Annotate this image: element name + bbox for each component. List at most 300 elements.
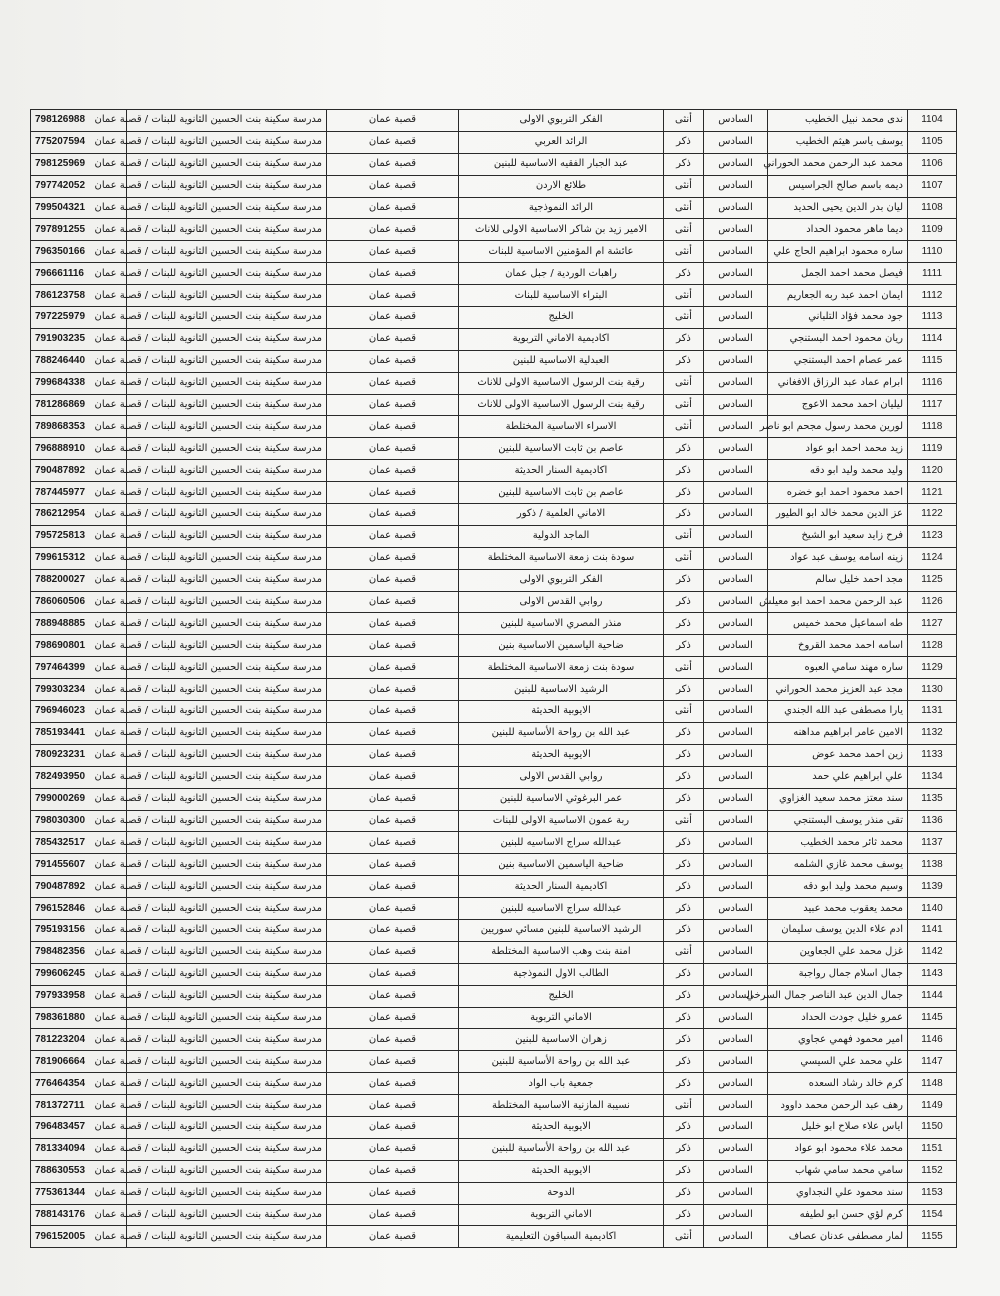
phone-number-cell: 780923231 (31, 744, 127, 766)
school-cell: عبد الجبار الفقيه الاساسية للبنين (459, 153, 664, 175)
directorate-cell: مدرسة سكينة بنت الحسين الثانوية للبنات / قصبة عمان (127, 110, 327, 132)
student-name-cell: ايمان احمد عبد ربه الجعاريم (768, 285, 908, 307)
grade-cell: السادس (704, 460, 768, 482)
directorate-cell: مدرسة سكينة بنت الحسين الثانوية للبنات / قصبة عمان (127, 394, 327, 416)
table-row (31, 591, 957, 613)
directorate-cell: مدرسة سكينة بنت الحسين الثانوية للبنات / قصبة عمان (127, 285, 327, 307)
directorate-cell: مدرسة سكينة بنت الحسين الثانوية للبنات / قصبة عمان (127, 131, 327, 153)
phone-number-cell: 785432517 (31, 832, 127, 854)
school-cell: اكاديمية الاماني التربوية (459, 328, 664, 350)
area-cell: قصبة عمان (327, 1007, 459, 1029)
table-row (31, 547, 957, 569)
table-row (31, 1095, 957, 1117)
row-number-cell: 1124 (908, 547, 957, 569)
directorate-cell: مدرسة سكينة بنت الحسين الثانوية للبنات / قصبة عمان (127, 1138, 327, 1160)
phone-number-cell: 798361880 (31, 1007, 127, 1029)
area-cell: قصبة عمان (327, 898, 459, 920)
table-row (31, 679, 957, 701)
school-cell: الخليج (459, 985, 664, 1007)
student-name-cell: جمال الدين عبد الناصر جمال السرخي (768, 985, 908, 1007)
student-name-cell: ساره مهند سامي العبوه (768, 657, 908, 679)
grade-cell: السادس (704, 1007, 768, 1029)
area-cell: قصبة عمان (327, 766, 459, 788)
grade-cell: السادس (704, 1226, 768, 1248)
grade-cell: السادس (704, 1029, 768, 1051)
student-name-cell: طه اسماعيل محمد خميس (768, 613, 908, 635)
phone-number-cell: 799615312 (31, 547, 127, 569)
phone-number-cell: 789868353 (31, 416, 127, 438)
table-row (31, 1029, 957, 1051)
school-cell: عبد الله بن رواحة الأساسية للبنين (459, 1051, 664, 1073)
school-cell: عبدالله سراج الاساسيه للبنين (459, 832, 664, 854)
school-cell: الايوبية الحديثة (459, 1116, 664, 1138)
school-cell: اكاديمية السباقون التعليمية (459, 1226, 664, 1248)
student-name-cell: زيد محمد احمد ابو عواد (768, 438, 908, 460)
row-number-cell: 1143 (908, 963, 957, 985)
table-row (31, 394, 957, 416)
school-cell: الاماني التربوية (459, 1204, 664, 1226)
student-name-cell: ديما ماهر محمود الحداد (768, 219, 908, 241)
grade-cell: السادس (704, 591, 768, 613)
student-name-cell: تقى منذر يوسف البستنجي (768, 810, 908, 832)
directorate-cell: مدرسة سكينة بنت الحسين الثانوية للبنات / قصبة عمان (127, 1226, 327, 1248)
grade-cell: السادس (704, 1160, 768, 1182)
phone-number-cell: 798126988 (31, 110, 127, 132)
gender-cell: ذكر (664, 744, 704, 766)
school-cell: ضاحية الياسمين الاساسية بنين (459, 854, 664, 876)
directorate-cell: مدرسة سكينة بنت الحسين الثانوية للبنات / قصبة عمان (127, 701, 327, 723)
grade-cell: السادس (704, 372, 768, 394)
grade-cell: السادس (704, 1204, 768, 1226)
row-number-cell: 1107 (908, 175, 957, 197)
row-number-cell: 1119 (908, 438, 957, 460)
area-cell: قصبة عمان (327, 591, 459, 613)
directorate-cell: مدرسة سكينة بنت الحسين الثانوية للبنات / قصبة عمان (127, 591, 327, 613)
directorate-cell: مدرسة سكينة بنت الحسين الثانوية للبنات / قصبة عمان (127, 504, 327, 526)
student-name-cell: فرح زايد سعيد ابو الشيخ (768, 525, 908, 547)
directorate-cell: مدرسة سكينة بنت الحسين الثانوية للبنات / قصبة عمان (127, 985, 327, 1007)
school-cell: منذر المصري الاساسية للبنين (459, 613, 664, 635)
area-cell: قصبة عمان (327, 1138, 459, 1160)
phone-number-cell: 791455607 (31, 854, 127, 876)
row-number-cell: 1135 (908, 788, 957, 810)
gender-cell: ذكر (664, 1116, 704, 1138)
student-name-cell: ساره محمود ابراهيم الحاج علي (768, 241, 908, 263)
school-cell: الرشيد الاساسية للبنين مسائي سوريين (459, 919, 664, 941)
directorate-cell: مدرسة سكينة بنت الحسين الثانوية للبنات / قصبة عمان (127, 460, 327, 482)
grade-cell: السادس (704, 657, 768, 679)
grade-cell: السادس (704, 285, 768, 307)
gender-cell: أنثى (664, 1226, 704, 1248)
gender-cell: أنثى (664, 701, 704, 723)
grade-cell: السادس (704, 110, 768, 132)
gender-cell: ذكر (664, 963, 704, 985)
student-name-cell: مجد احمد خليل سالم (768, 569, 908, 591)
table-row (31, 985, 957, 1007)
school-cell: الماجد الدولية (459, 525, 664, 547)
table-row (31, 504, 957, 526)
school-cell: جمعية باب الواد (459, 1073, 664, 1095)
row-number-cell: 1126 (908, 591, 957, 613)
gender-cell: ذكر (664, 263, 704, 285)
directorate-cell: مدرسة سكينة بنت الحسين الثانوية للبنات / قصبة عمان (127, 1182, 327, 1204)
student-name-cell: علي محمد علي السيسي (768, 1051, 908, 1073)
student-name-cell: جود محمد فؤاد التلباني (768, 307, 908, 329)
directorate-cell: مدرسة سكينة بنت الحسين الثانوية للبنات / قصبة عمان (127, 1160, 327, 1182)
phone-number-cell: 799000269 (31, 788, 127, 810)
directorate-cell: مدرسة سكينة بنت الحسين الثانوية للبنات / قصبة عمان (127, 307, 327, 329)
grade-cell: السادس (704, 525, 768, 547)
grade-cell: السادس (704, 263, 768, 285)
area-cell: قصبة عمان (327, 657, 459, 679)
grade-cell: السادس (704, 504, 768, 526)
row-number-cell: 1122 (908, 504, 957, 526)
directorate-cell: مدرسة سكينة بنت الحسين الثانوية للبنات / قصبة عمان (127, 810, 327, 832)
student-name-cell: زين احمد محمد عوض (768, 744, 908, 766)
area-cell: قصبة عمان (327, 635, 459, 657)
grade-cell: السادس (704, 1138, 768, 1160)
grade-cell: السادس (704, 985, 768, 1007)
area-cell: قصبة عمان (327, 547, 459, 569)
area-cell: قصبة عمان (327, 1160, 459, 1182)
table-row (31, 919, 957, 941)
grade-cell: السادس (704, 832, 768, 854)
gender-cell: أنثى (664, 372, 704, 394)
table-row (31, 1226, 957, 1248)
phone-number-cell: 795725813 (31, 525, 127, 547)
area-cell: قصبة عمان (327, 504, 459, 526)
grade-cell: السادس (704, 788, 768, 810)
area-cell: قصبة عمان (327, 876, 459, 898)
phone-number-cell: 781906664 (31, 1051, 127, 1073)
school-cell: الايوبية الحديثة (459, 701, 664, 723)
gender-cell: ذكر (664, 1182, 704, 1204)
row-number-cell: 1154 (908, 1204, 957, 1226)
area-cell: قصبة عمان (327, 569, 459, 591)
table-row (31, 898, 957, 920)
phone-number-cell: 796152846 (31, 898, 127, 920)
directorate-cell: مدرسة سكينة بنت الحسين الثانوية للبنات / قصبة عمان (127, 569, 327, 591)
area-cell: قصبة عمان (327, 350, 459, 372)
student-name-cell: وليد محمد وليد ابو دقه (768, 460, 908, 482)
school-cell: البتراء الاساسية للبنات (459, 285, 664, 307)
gender-cell: ذكر (664, 350, 704, 372)
gender-cell: ذكر (664, 1138, 704, 1160)
grade-cell: السادس (704, 722, 768, 744)
student-name-cell: احمد محمود احمد ابو خضره (768, 482, 908, 504)
row-number-cell: 1134 (908, 766, 957, 788)
table-row (31, 1007, 957, 1029)
area-cell: قصبة عمان (327, 613, 459, 635)
grade-cell: السادس (704, 394, 768, 416)
grade-cell: السادس (704, 613, 768, 635)
school-cell: الطالب الاول النموذجية (459, 963, 664, 985)
gender-cell: ذكر (664, 569, 704, 591)
area-cell: قصبة عمان (327, 919, 459, 941)
gender-cell: ذكر (664, 919, 704, 941)
grade-cell: السادس (704, 810, 768, 832)
area-cell: قصبة عمان (327, 394, 459, 416)
school-cell: روابي القدس الاولى (459, 766, 664, 788)
directorate-cell: مدرسة سكينة بنت الحسين الثانوية للبنات / قصبة عمان (127, 438, 327, 460)
gender-cell: أنثى (664, 241, 704, 263)
row-number-cell: 1144 (908, 985, 957, 1007)
directorate-cell: مدرسة سكينة بنت الحسين الثانوية للبنات / قصبة عمان (127, 350, 327, 372)
phone-number-cell: 796152005 (31, 1226, 127, 1248)
roster-body (31, 110, 957, 1248)
table-row (31, 788, 957, 810)
student-name-cell: غزل محمد علي الجعاوين (768, 941, 908, 963)
school-cell: الرائد العربي (459, 131, 664, 153)
table-row (31, 1116, 957, 1138)
student-name-cell: يوسف محمد غازي الشلمه (768, 854, 908, 876)
table-row (31, 613, 957, 635)
area-cell: قصبة عمان (327, 788, 459, 810)
phone-number-cell: 788630553 (31, 1160, 127, 1182)
gender-cell: أنثى (664, 525, 704, 547)
grade-cell: السادس (704, 416, 768, 438)
gender-cell: ذكر (664, 898, 704, 920)
directorate-cell: مدرسة سكينة بنت الحسين الثانوية للبنات / قصبة عمان (127, 722, 327, 744)
row-number-cell: 1111 (908, 263, 957, 285)
table-row (31, 744, 957, 766)
student-name-cell: محمد علاء محمود ابو عواد (768, 1138, 908, 1160)
student-name-cell: ليليان احمد محمد الاعوج (768, 394, 908, 416)
school-cell: العبدلية الاساسية للبنين (459, 350, 664, 372)
grade-cell: السادس (704, 919, 768, 941)
grade-cell: السادس (704, 241, 768, 263)
table-row (31, 460, 957, 482)
directorate-cell: مدرسة سكينة بنت الحسين الثانوية للبنات / قصبة عمان (127, 175, 327, 197)
school-cell: الدوحة (459, 1182, 664, 1204)
row-number-cell: 1153 (908, 1182, 957, 1204)
gender-cell: أنثى (664, 941, 704, 963)
directorate-cell: مدرسة سكينة بنت الحسين الثانوية للبنات / قصبة عمان (127, 328, 327, 350)
student-name-cell: ادم علاء الدين يوسف سليمان (768, 919, 908, 941)
grade-cell: السادس (704, 153, 768, 175)
grade-cell: السادس (704, 197, 768, 219)
directorate-cell: مدرسة سكينة بنت الحسين الثانوية للبنات / قصبة عمان (127, 898, 327, 920)
area-cell: قصبة عمان (327, 744, 459, 766)
directorate-cell: مدرسة سكينة بنت الحسين الثانوية للبنات / قصبة عمان (127, 1116, 327, 1138)
table-row (31, 1051, 957, 1073)
gender-cell: ذكر (664, 438, 704, 460)
grade-cell: السادس (704, 328, 768, 350)
school-cell: سودة بنت زمعة الاساسية المختلطة (459, 547, 664, 569)
gender-cell: ذكر (664, 153, 704, 175)
grade-cell: السادس (704, 701, 768, 723)
student-name-cell: سند معتز محمد سعيد الغزاوي (768, 788, 908, 810)
directorate-cell: مدرسة سكينة بنت الحسين الثانوية للبنات / قصبة عمان (127, 635, 327, 657)
row-number-cell: 1115 (908, 350, 957, 372)
row-number-cell: 1108 (908, 197, 957, 219)
directorate-cell: مدرسة سكينة بنت الحسين الثانوية للبنات / قصبة عمان (127, 482, 327, 504)
table-row (31, 307, 957, 329)
grade-cell: السادس (704, 569, 768, 591)
school-cell: ضاحية الياسمين الاساسية بنين (459, 635, 664, 657)
directorate-cell: مدرسة سكينة بنت الحسين الثانوية للبنات / قصبة عمان (127, 657, 327, 679)
row-number-cell: 1110 (908, 241, 957, 263)
area-cell: قصبة عمان (327, 372, 459, 394)
directorate-cell: مدرسة سكينة بنت الحسين الثانوية للبنات / قصبة عمان (127, 263, 327, 285)
row-number-cell: 1152 (908, 1160, 957, 1182)
area-cell: قصبة عمان (327, 1051, 459, 1073)
gender-cell: ذكر (664, 460, 704, 482)
phone-number-cell: 787445977 (31, 482, 127, 504)
gender-cell: أنثى (664, 110, 704, 132)
table-row (31, 766, 957, 788)
directorate-cell: مدرسة سكينة بنت الحسين الثانوية للبنات / قصبة عمان (127, 153, 327, 175)
student-name-cell: محمد يعقوب محمد عبيد (768, 898, 908, 920)
row-number-cell: 1117 (908, 394, 957, 416)
student-name-cell: علي ابراهيم علي حمد (768, 766, 908, 788)
gender-cell: أنثى (664, 219, 704, 241)
gender-cell: ذكر (664, 766, 704, 788)
phone-number-cell: 797225979 (31, 307, 127, 329)
school-cell: عبد الله بن رواحة الأساسية للبنين (459, 1138, 664, 1160)
area-cell: قصبة عمان (327, 110, 459, 132)
gender-cell: أنثى (664, 307, 704, 329)
phone-number-cell: 782493950 (31, 766, 127, 788)
row-number-cell: 1112 (908, 285, 957, 307)
student-name-cell: سامي محمد سامي شهاب (768, 1160, 908, 1182)
school-cell: نسيبة المازنية الاساسية المختلطة (459, 1095, 664, 1117)
row-number-cell: 1131 (908, 701, 957, 723)
area-cell: قصبة عمان (327, 941, 459, 963)
area-cell: قصبة عمان (327, 1116, 459, 1138)
area-cell: قصبة عمان (327, 701, 459, 723)
grade-cell: السادس (704, 876, 768, 898)
phone-number-cell: 795193156 (31, 919, 127, 941)
school-cell: عبد الله بن رواحة الأساسية للبنين (459, 722, 664, 744)
table-row (31, 1182, 957, 1204)
phone-number-cell: 781286869 (31, 394, 127, 416)
row-number-cell: 1142 (908, 941, 957, 963)
directorate-cell: مدرسة سكينة بنت الحسين الثانوية للبنات / قصبة عمان (127, 1204, 327, 1226)
grade-cell: السادس (704, 744, 768, 766)
directorate-cell: مدرسة سكينة بنت الحسين الثانوية للبنات / قصبة عمان (127, 372, 327, 394)
gender-cell: ذكر (664, 832, 704, 854)
area-cell: قصبة عمان (327, 328, 459, 350)
table-row (31, 941, 957, 963)
school-cell: الفكر التربوي الاولى (459, 110, 664, 132)
row-number-cell: 1138 (908, 854, 957, 876)
gender-cell: ذكر (664, 876, 704, 898)
directorate-cell: مدرسة سكينة بنت الحسين الثانوية للبنات / قصبة عمان (127, 1007, 327, 1029)
student-name-cell: اياس علاء صلاح ابو خليل (768, 1116, 908, 1138)
area-cell: قصبة عمان (327, 263, 459, 285)
gender-cell: أنثى (664, 197, 704, 219)
phone-number-cell: 799606245 (31, 963, 127, 985)
school-cell: اكاديمية السنار الحديثة (459, 876, 664, 898)
directorate-cell: مدرسة سكينة بنت الحسين الثانوية للبنات / قصبة عمان (127, 766, 327, 788)
row-number-cell: 1105 (908, 131, 957, 153)
row-number-cell: 1127 (908, 613, 957, 635)
school-cell: الرائد النموذجية (459, 197, 664, 219)
grade-cell: السادس (704, 766, 768, 788)
student-name-cell: زينه اسامه يوسف عبد عواد (768, 547, 908, 569)
school-cell: امنة بنت وهب الاساسية المختلطة (459, 941, 664, 963)
student-name-cell: ديمه باسم صالح الجراسيس (768, 175, 908, 197)
school-cell: ربة عمون الاساسية الاولى للبنات (459, 810, 664, 832)
student-name-cell: عمر عصام احمد البستنجي (768, 350, 908, 372)
table-row (31, 438, 957, 460)
grade-cell: السادس (704, 547, 768, 569)
student-name-cell: عبد الرحمن محمد احمد ابو معيلش (768, 591, 908, 613)
table-row (31, 328, 957, 350)
table-row (31, 263, 957, 285)
area-cell: قصبة عمان (327, 416, 459, 438)
grade-cell: السادس (704, 1116, 768, 1138)
gender-cell: ذكر (664, 985, 704, 1007)
gender-cell: أنثى (664, 416, 704, 438)
phone-number-cell: 796888910 (31, 438, 127, 460)
table-row (31, 525, 957, 547)
student-name-cell: جمال اسلام جمال رواجبة (768, 963, 908, 985)
student-name-cell: وسيم محمد وليد ابو دقه (768, 876, 908, 898)
table-row (31, 635, 957, 657)
table-row (31, 1204, 957, 1226)
row-number-cell: 1129 (908, 657, 957, 679)
row-number-cell: 1130 (908, 679, 957, 701)
phone-number-cell: 797933958 (31, 985, 127, 1007)
phone-number-cell: 776464354 (31, 1073, 127, 1095)
student-name-cell: عمرو خليل جودت الحداد (768, 1007, 908, 1029)
table-row (31, 372, 957, 394)
directorate-cell: مدرسة سكينة بنت الحسين الثانوية للبنات / قصبة عمان (127, 416, 327, 438)
table-row (31, 657, 957, 679)
phone-number-cell: 788948885 (31, 613, 127, 635)
table-row (31, 1160, 957, 1182)
student-name-cell: عز الدين محمد خالد ابو الطيور (768, 504, 908, 526)
table-row (31, 876, 957, 898)
school-cell: الاماني التربوية (459, 1007, 664, 1029)
directorate-cell: مدرسة سكينة بنت الحسين الثانوية للبنات / قصبة عمان (127, 219, 327, 241)
row-number-cell: 1133 (908, 744, 957, 766)
gender-cell: أنثى (664, 1095, 704, 1117)
school-cell: الرشيد الاساسية للبنين (459, 679, 664, 701)
grade-cell: السادس (704, 941, 768, 963)
area-cell: قصبة عمان (327, 482, 459, 504)
phone-number-cell: 781334094 (31, 1138, 127, 1160)
row-number-cell: 1125 (908, 569, 957, 591)
table-row (31, 1073, 957, 1095)
gender-cell: أنثى (664, 547, 704, 569)
student-name-cell: مجد عبد العزيز محمد الحوراني (768, 679, 908, 701)
row-number-cell: 1145 (908, 1007, 957, 1029)
directorate-cell: مدرسة سكينة بنت الحسين الثانوية للبنات / قصبة عمان (127, 613, 327, 635)
grade-cell: السادس (704, 679, 768, 701)
school-cell: الاسراء الاساسية المختلطة (459, 416, 664, 438)
table-row (31, 175, 957, 197)
grade-cell: السادس (704, 635, 768, 657)
grade-cell: السادس (704, 350, 768, 372)
student-name-cell: لورين محمد رسول مجحم ابو ناصر (768, 416, 908, 438)
area-cell: قصبة عمان (327, 854, 459, 876)
grade-cell: السادس (704, 175, 768, 197)
phone-number-cell: 785193441 (31, 722, 127, 744)
row-number-cell: 1141 (908, 919, 957, 941)
directorate-cell: مدرسة سكينة بنت الحسين الثانوية للبنات / قصبة عمان (127, 525, 327, 547)
gender-cell: ذكر (664, 131, 704, 153)
student-name-cell: كرم لؤي حسن ابو لطيفه (768, 1204, 908, 1226)
grade-cell: السادس (704, 1073, 768, 1095)
student-name-cell: رهف عبد الرحمن محمد داوود (768, 1095, 908, 1117)
table-row (31, 722, 957, 744)
student-name-cell: يارا مصطفى عبد الله الجندي (768, 701, 908, 723)
row-number-cell: 1123 (908, 525, 957, 547)
area-cell: قصبة عمان (327, 722, 459, 744)
